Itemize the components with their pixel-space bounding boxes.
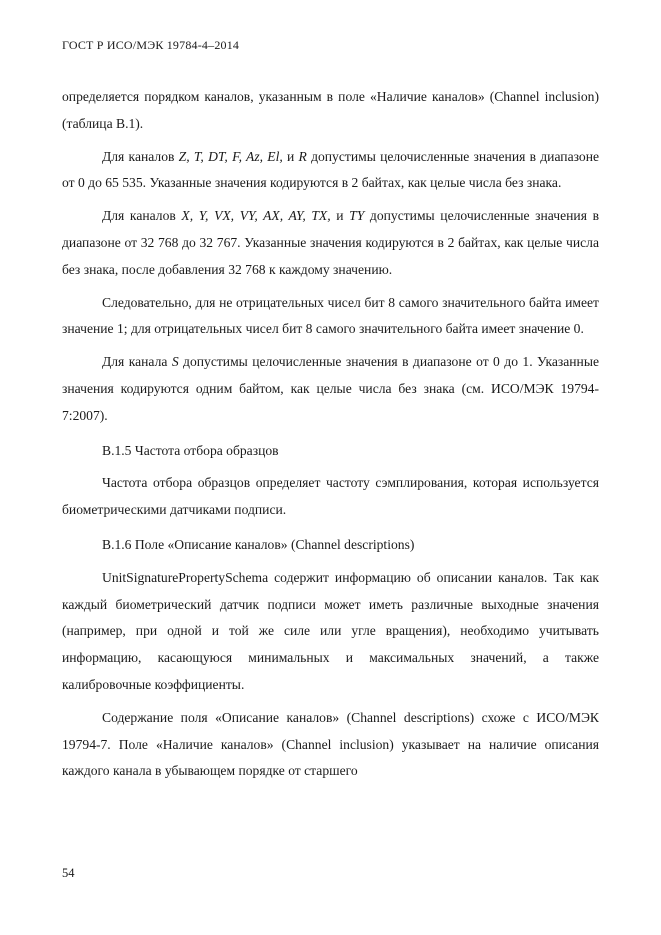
- text-span: допустимы целочисленные значения в диапазоне от 0 до 1. Указанные значения кодируются одним байтом, как целые числа без знака (см. ИСО/МЭК 19794-7:2007).: [62, 354, 599, 423]
- paragraph-continuation: определяется порядком каналов, указанным в поле «Наличие каналов» (Channel inclusion) (таблица В.1).: [62, 89, 599, 131]
- text-span: и: [282, 148, 299, 164]
- channel-name-italic: R: [298, 148, 307, 164]
- text-span: Для каналов: [102, 208, 182, 224]
- channel-list-italic: Z, T, DT, F, Az, El,: [178, 148, 283, 164]
- channel-name-italic: TY: [349, 208, 365, 224]
- text-span: Для каналов: [102, 148, 179, 164]
- text-span: Для канала: [102, 354, 172, 370]
- text-span: допустимы целочисленные значения в диапазоне от 32 768 до 32 767. Указанные значения кодируются в 2 байтах, как целые числа без знака, после добавления 32 768 к каждому значению.: [62, 208, 599, 277]
- document-header: ГОСТ Р ИСО/МЭК 19784-4–2014: [62, 38, 240, 52]
- channel-name-italic: S: [171, 354, 179, 370]
- page-number: 54: [62, 866, 75, 880]
- channel-list-italic: X, Y, VX, VY, AX, AY, TX,: [181, 208, 331, 224]
- paragraph-schema: UnitSignaturePropertySchema содержит информацию об описании каналов. Так как каждый биометрический датчик подписи может иметь различные выходные значения (например, при одной и той же силе или угле вращения), необходимо учитывать информацию, касающуюся минимальных и максимальных значений, а также калибровочные коэффициенты.: [62, 569, 599, 692]
- paragraph-channel-inclusion: Содержание поля «Описание каналов» (Channel descriptions) схоже с ИСО/МЭК 19794-7. Поле «Наличие каналов» (Channel inclusion) указывает на наличие описания каждого канала в убывающем порядке от старшего: [62, 709, 599, 779]
- paragraph-channels-unsigned: [62, 144, 599, 198]
- text-span: и: [330, 208, 350, 224]
- paragraph-channels-signed: [62, 203, 599, 283]
- paragraph-channel-s: [62, 349, 599, 429]
- paragraph-sampling-rate: Частота отбора образцов определяет частоту сэмплирования, которая используется биометрическими датчиками подписи.: [62, 475, 599, 518]
- paragraph-sign-bit: Следовательно, для не отрицательных чисел бит 8 самого значительного байта имеет значение 1; для отрицательных чисел бит 8 самого значительного байта имеет значение 0.: [62, 294, 599, 337]
- text-span: допустимы целочисленные значения в диапазоне от 0 до 65 535. Указанные значения кодируются в 2 байтах, как целые числа без знака.: [62, 148, 600, 191]
- document-body: [62, 84, 599, 785]
- section-heading-channel-descriptions: В.1.6 Поле «Описание каналов» (Channel descriptions): [102, 536, 415, 552]
- section-heading-sampling-rate: В.1.5 Частота отбора образцов: [102, 442, 279, 458]
